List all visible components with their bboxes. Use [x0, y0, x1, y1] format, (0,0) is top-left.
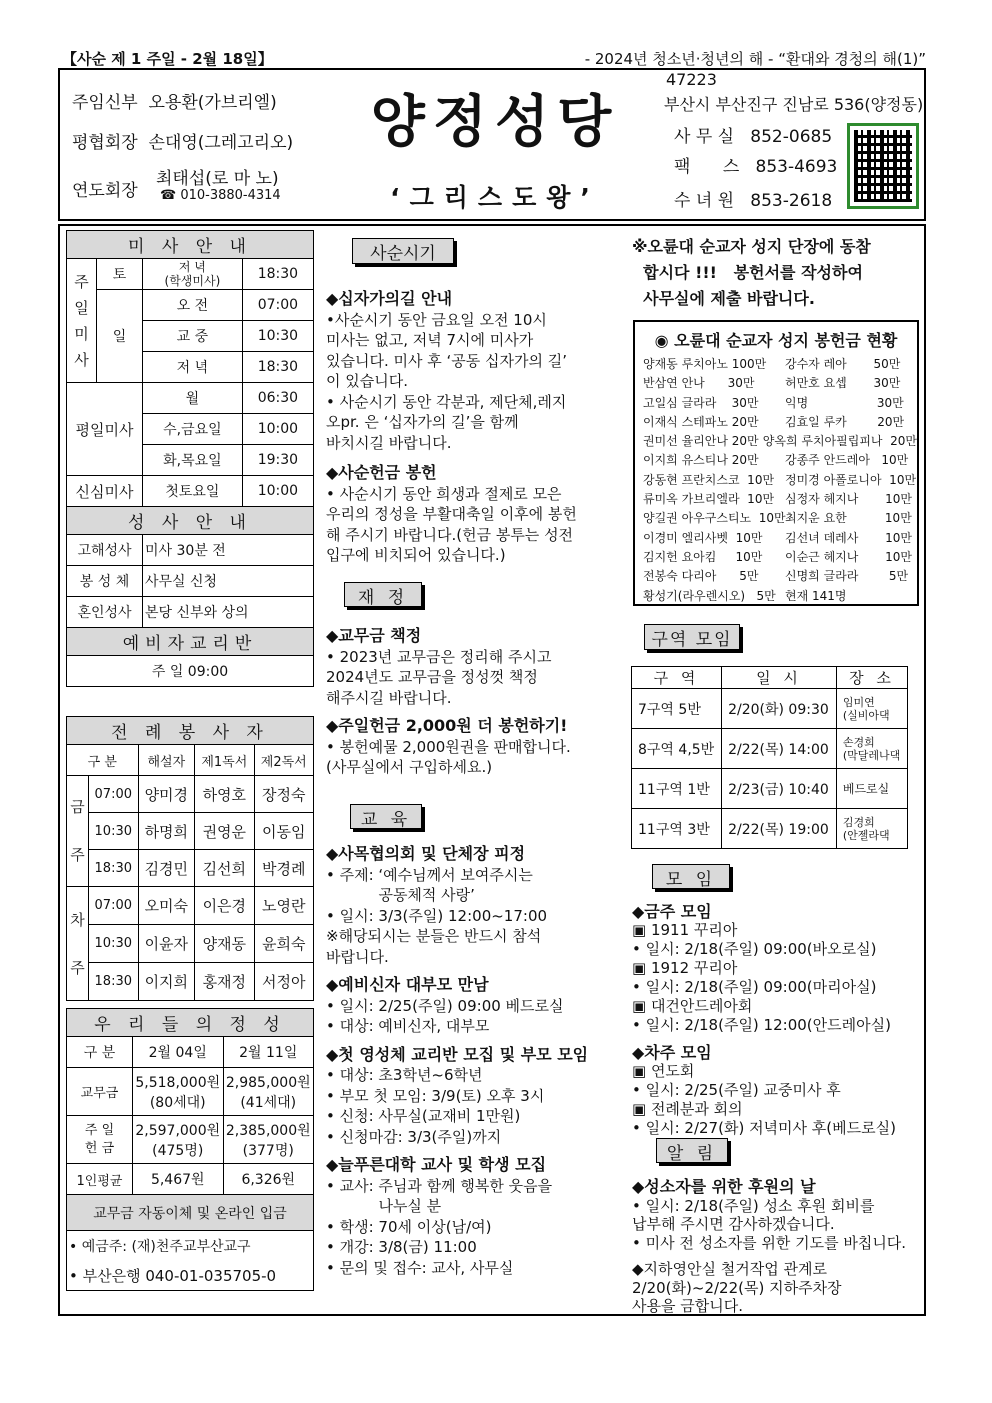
convent-label: 수 녀 원 — [674, 191, 735, 211]
notice-text: • 미사 전 성소자를 위한 기도를 바칩니다. — [632, 1233, 907, 1252]
notice-text: • 일시: 2/18(주일) 성소 후원 회비를 — [632, 1196, 875, 1215]
server-time: 10:30 — [89, 925, 139, 963]
education-text: • 대상: 초3학년~6학년 — [326, 1066, 483, 1084]
lent-text: 오pr. 은 ‘십자가의 길’을 함께 — [326, 413, 519, 431]
weekday-time: 06:30 — [242, 383, 313, 414]
server-name: 하영호 — [195, 776, 254, 813]
finance-heading: ◆교무금 책정 — [326, 626, 422, 645]
lent-section — [326, 283, 616, 566]
first-sat-day: 첫토요일 — [143, 476, 243, 507]
catechumen-title: 예비자교리반 — [67, 628, 314, 656]
education-text: • 학생: 70세 이상(남/여) — [326, 1217, 492, 1236]
donation-row — [635, 451, 917, 470]
server-name: 이동임 — [254, 813, 313, 850]
servers-header: 해설자 — [138, 745, 195, 776]
mass-table — [66, 230, 314, 687]
lent-text: 이 있습니다. — [326, 372, 408, 390]
server-name: 이지희 — [138, 963, 195, 1001]
district-name: 11구역 3반 — [632, 809, 722, 849]
donor-entry: 정미경 아폴로니아 10만 — [785, 472, 917, 487]
fax-row — [674, 152, 837, 177]
sacrament-name: 고해성사 — [67, 535, 143, 566]
finance-text: 2024년도 교무금을 정성껏 책정 — [326, 668, 538, 686]
weekday: 화,목요일 — [143, 445, 243, 476]
meeting-text: ▣ 1911 꾸리아 — [632, 921, 738, 939]
district-time: 2/23(금) 10:40 — [722, 769, 837, 809]
district-time: 2/22(목) 19:00 — [722, 809, 837, 849]
donor-entry: 익명 30만 — [785, 395, 904, 410]
server-name: 홍재정 — [195, 963, 254, 1001]
offering-table — [66, 1008, 314, 1291]
offering-header: 2월 11일 — [223, 1037, 314, 1068]
education-text: • 문의 및 접수: 교사, 사무실 — [326, 1258, 514, 1277]
weekday-mass-label: 평일미사 — [67, 383, 143, 476]
account-holder: • 예금주: (재)천주교부산교구 — [67, 1231, 314, 1261]
first-sat-time: 10:00 — [242, 476, 313, 507]
donation-row — [635, 509, 917, 528]
notice-text: 2/20(화)~2/22(목) 지하주차장 — [632, 1278, 842, 1297]
priest-row — [72, 88, 277, 113]
donation-row — [635, 529, 917, 548]
education-text: • 신청: 사무실(교재비 1만원) — [326, 1107, 521, 1125]
server-time: 07:00 — [89, 887, 139, 925]
meeting-text: • 일시: 2/27(화) 저녁미사 후(베드로실) — [632, 1119, 896, 1137]
notice-text: 납부해 주시면 감사하겠습니다. — [632, 1215, 835, 1233]
donor-entry: 이순근 헤지나 10만 — [785, 549, 912, 564]
martyr-notice — [632, 234, 922, 312]
donor-entry: 허만호 요셉 30만 — [785, 376, 901, 391]
offering-value: 5,518,000원 (80세대) — [133, 1068, 224, 1116]
zip-code: 47223 — [666, 70, 717, 89]
donor-entry: 양길권 아우구스티노 10만 — [643, 511, 786, 526]
district-section-title: 구역 모임 — [644, 624, 740, 650]
donation-row — [635, 548, 917, 567]
donation-row — [635, 471, 917, 490]
offering-value: 2,597,000원 (475명) — [133, 1116, 224, 1164]
education-heading: ◆늘푸른대학 교사 및 학생 모집 — [326, 1155, 547, 1174]
sun-time: 18:30 — [242, 352, 313, 383]
lent-text: •사순시기 동안 금요일 오전 10시 — [326, 310, 547, 329]
education-text: 나누실 분 — [326, 1197, 442, 1215]
elder-phone: ☎ 010-3880-4314 — [160, 188, 281, 203]
donation-row — [635, 374, 917, 393]
district-place: 손경희 (막달레나댁 — [836, 729, 907, 769]
district-name: 11구역 1반 — [632, 769, 722, 809]
district-table — [631, 666, 908, 849]
district-time: 2/22(목) 14:00 — [722, 729, 837, 769]
donor-entry: 고일심 글라라 30만 — [643, 395, 759, 410]
education-text: 공동체적 사랑’ — [326, 886, 475, 904]
district-time: 2/20(화) 09:30 — [722, 689, 837, 729]
district-place: 임미연 (실비아댁 — [836, 689, 907, 729]
donor-entry: 김효일 루카 20만 — [785, 414, 905, 429]
weekday: 수,금요일 — [143, 414, 243, 445]
server-name: 양미경 — [138, 776, 195, 813]
district-place: 김경희 (안젤라댁 — [836, 809, 907, 849]
donation-row — [635, 413, 917, 432]
server-name: 이은경 — [195, 887, 254, 925]
district-name: 7구역 5반 — [632, 689, 722, 729]
fax-number: 853-4693 — [755, 157, 838, 177]
district-header: 일 시 — [722, 667, 837, 689]
donation-row — [635, 394, 917, 413]
office-phone: 852-0685 — [750, 127, 833, 147]
sun-kind: 저 녁 — [143, 352, 243, 383]
sun-kind: 교 중 — [143, 321, 243, 352]
average-label: 1인평균 — [67, 1164, 133, 1195]
server-time: 18:30 — [89, 850, 139, 887]
education-text: • 개강: 3/8(금) 11:00 — [326, 1238, 477, 1256]
donor-entry: 강종주 안드레아 10만 — [785, 453, 909, 468]
donor-entry: 양옥희 루치아필립피나 20만 — [762, 434, 917, 449]
district-header: 구 역 — [632, 667, 722, 689]
server-name: 장정숙 — [254, 776, 313, 813]
meeting-section-title: 모 임 — [652, 864, 730, 889]
weekday-time: 19:30 — [242, 445, 313, 476]
meeting-section — [632, 896, 922, 1138]
server-name: 이윤자 — [138, 925, 195, 963]
donor-entry: 김지헌 요아킴 10만 — [643, 549, 763, 564]
education-heading: ◆첫 영성체 교리반 모집 및 부모 모임 — [326, 1044, 589, 1064]
education-text: • 주제: ‘예수님께서 보여주시는 — [326, 865, 533, 884]
sun-time: 07:00 — [242, 290, 313, 321]
bank-account[interactable]: • 부산은행 040-01-035705-0 — [67, 1261, 314, 1291]
first-sat-label: 신심미사 — [67, 476, 143, 507]
server-name: 윤희숙 — [254, 925, 313, 963]
donation-row — [635, 587, 917, 606]
server-name: 오미숙 — [138, 887, 195, 925]
education-text: • 일시: 2/25(주일) 09:00 베드로실 — [326, 996, 564, 1015]
next-week-label: 차 주 — [67, 887, 89, 1001]
donor-entry: 이재식 스테파노 20만 — [643, 414, 759, 429]
header-box — [58, 68, 926, 221]
sunday-mass-label: 주 일 미 사 — [67, 259, 97, 383]
sacrament-info: 본당 신부와 상의 — [143, 597, 314, 628]
education-heading: ◆예비신자 대부모 만남 — [326, 975, 489, 994]
donor-entry: 강동현 프란치스코 10만 — [643, 472, 775, 487]
meeting-text: • 일시: 2/25(주일) 교중미사 후 — [632, 1081, 841, 1099]
meeting-text: ▣ 연도회 — [632, 1062, 695, 1080]
server-name: 서정아 — [254, 963, 313, 1001]
meeting-text: ▣ 전례분과 회의 — [632, 1100, 743, 1118]
weekday-time: 10:00 — [242, 414, 313, 445]
servers-title: 전 례 봉 사 자 — [67, 717, 314, 745]
finance-text: • 봉헌예물 2,000원권을 판매합니다. — [326, 737, 571, 756]
offering-header: 2월 04일 — [133, 1037, 224, 1068]
elder-label: 연도회장 — [72, 181, 138, 201]
offering-value: 2,385,000원 (377명) — [223, 1116, 314, 1164]
lent-text: 바치시길 바랍니다. — [326, 433, 452, 452]
weekday: 월 — [143, 383, 243, 414]
elder-name: 최태섭(로 마 노) — [156, 169, 279, 189]
lent-text: 해 주시기 바랍니다.(헌금 봉투는 성전 — [326, 525, 574, 544]
sun-label: 일 — [97, 290, 143, 383]
fax-label: 팩 스 — [674, 157, 740, 177]
server-name: 김선희 — [195, 850, 254, 887]
church-name: 양정성당 — [370, 89, 620, 155]
education-text: • 일시: 3/3(주일) 12:00~17:00 — [326, 906, 548, 925]
lent-section-title: 사순시기 — [352, 238, 454, 264]
donation-row — [635, 490, 917, 509]
this-week-label: 금 주 — [67, 776, 89, 887]
offering-title: 우 리 들 의 정 성 — [67, 1009, 314, 1037]
martyr-notice-line: ※오륜대 순교자 성지 단장에 동참 — [632, 237, 871, 256]
finance-section — [326, 620, 616, 778]
offering-header: 구 분 — [67, 1037, 133, 1068]
offering-kind: 교무금 — [67, 1068, 133, 1116]
donation-row — [635, 355, 917, 374]
server-name: 박경례 — [254, 850, 313, 887]
district-header: 장 소 — [836, 667, 907, 689]
education-text: • 교사: 주님과 함께 행복한 웃음을 — [326, 1176, 553, 1195]
servers-header: 제1독서 — [195, 745, 254, 776]
average-value: 5,467원 — [133, 1164, 224, 1195]
donor-entry: 이지희 유스티나 20만 — [643, 453, 759, 468]
donation-row — [635, 567, 917, 586]
finance-text: (사무실에서 구입하세요.) — [326, 758, 493, 776]
servers-table — [66, 716, 314, 1001]
donor-entry: 신명희 글라라 5만 — [785, 569, 909, 584]
sun-kind: 오 전 — [143, 290, 243, 321]
server-name: 노영란 — [254, 887, 313, 925]
martyr-donation-box — [633, 320, 919, 606]
donor-entry: 양재동 루치아노 100만 — [643, 357, 767, 371]
sacrament-name: 혼인성사 — [67, 597, 143, 628]
martyr-donation-title: ◉ 오륜대 순교자 성지 봉헌금 현황 — [654, 331, 898, 350]
auto-transfer-title: 교무금 자동이체 및 온라인 입금 — [67, 1195, 314, 1231]
meeting-text: ▣ 대건안드레아회 — [632, 997, 753, 1015]
server-time: 07:00 — [89, 776, 139, 813]
sacrament-title: 성 사 안 내 — [67, 507, 314, 535]
offering-value: 2,985,000원 (41세대) — [223, 1068, 314, 1116]
convent-row — [674, 186, 832, 211]
priest-name: 오용환(가브리엘) — [148, 93, 277, 113]
notice-text: 사용을 금합니다. — [632, 1297, 743, 1315]
finance-text: 해주시길 바랍니다. — [326, 688, 452, 707]
education-text: • 신청마감: 3/3(주일)까지 — [326, 1127, 502, 1146]
donation-row — [635, 432, 917, 451]
education-text: • 대상: 예비신자, 대부모 — [326, 1017, 490, 1035]
council-row — [72, 128, 293, 153]
meeting-text: • 일시: 2/18(주일) 09:00(마리아실) — [632, 978, 877, 996]
notice-section — [632, 1172, 924, 1316]
lent-heading: ◆사순헌금 봉헌 — [326, 463, 437, 482]
sat-kind: 저 녁 (학생미사) — [143, 259, 243, 290]
lent-text: 입구에 비치되어 있습니다.) — [326, 546, 506, 564]
sacrament-info: 미사 30분 전 — [143, 535, 314, 566]
meeting-text: • 일시: 2/18(주일) 09:00(바오로실) — [632, 940, 877, 958]
notice-heading: ◆성소자를 위한 후원의 날 — [632, 1177, 816, 1196]
server-name: 김경민 — [138, 850, 195, 887]
lent-text: • 사순시기 동안 각분과, 제단체,레지 — [326, 392, 567, 411]
district-name: 8구역 4,5반 — [632, 729, 722, 769]
martyr-notice-line: 합시다 !!! 봉헌서를 작성하여 — [632, 263, 863, 282]
qr-code-icon[interactable] — [847, 123, 919, 209]
server-name: 권영운 — [195, 813, 254, 850]
education-heading: ◆사목협의회 및 단체장 피정 — [326, 844, 526, 863]
donor-entry: 이경미 엘리사벳 10만 — [643, 530, 763, 545]
donor-entry: 전봉숙 다리아 5만 — [643, 569, 759, 584]
finance-text: • 2023년 교무금은 정리해 주시고 — [326, 647, 552, 666]
donor-entry: 김선녀 데레사 10만 — [785, 530, 912, 545]
bulletin-date: 【사순 제 1 주일 - 2월 18일】 — [62, 50, 273, 68]
lent-text: 있습니다. 미사 후 ‘공동 십자가의 길’ — [326, 351, 568, 370]
church-subtitle: ‘그리스도왕’ — [390, 183, 600, 212]
meeting-heading: ◆차주 모임 — [632, 1043, 712, 1062]
finance-section-title: 재 정 — [344, 582, 422, 607]
meeting-text: ▣ 1912 꾸리아 — [632, 959, 738, 977]
donor-entry: 강수자 레아 50만 — [785, 357, 901, 371]
donor-entry: 최지운 요한 10만 — [785, 511, 912, 526]
server-time: 10:30 — [89, 813, 139, 850]
district-place: 베드로실 — [836, 769, 907, 809]
council-label: 평협회장 — [72, 133, 138, 153]
sacrament-info: 사무실 신청 — [143, 566, 314, 597]
donor-entry: 반삼연 안나 30만 — [643, 376, 755, 391]
meeting-text: • 일시: 2/18(주일) 12:00(안드레아실) — [632, 1016, 891, 1034]
servers-header: 제2독서 — [254, 745, 313, 776]
office-label: 사 무 실 — [674, 127, 735, 147]
offering-kind: 주 일 헌 금 — [67, 1116, 133, 1164]
donor-entry: 심정자 헤지나 10만 — [785, 492, 912, 507]
server-name: 하명희 — [138, 813, 195, 850]
council-name: 손대영(그레고리오) — [148, 133, 294, 153]
convent-phone: 853-2618 — [750, 191, 833, 211]
office-row — [674, 122, 832, 147]
year-theme: - 2024년 청소년·청년의 해 - “환대와 경청의 해(1)” — [584, 50, 926, 68]
notice-heading: ◆지하영안실 철거작업 관계로 — [632, 1260, 827, 1278]
sacrament-name: 봉 성 체 — [67, 566, 143, 597]
lent-text: 우리의 정성을 부활대축일 이후에 봉헌 — [326, 505, 577, 523]
education-text: • 부모 첫 모임: 3/9(토) 오후 3시 — [326, 1086, 545, 1105]
priest-label: 주임신부 — [72, 93, 138, 113]
education-text: ※해당되시는 분들은 반드시 참석 — [326, 927, 542, 945]
finance-heading: ◆주일헌금 2,000원 더 봉헌하기! — [326, 716, 568, 735]
server-name: 양재동 — [195, 925, 254, 963]
sun-time: 10:30 — [242, 321, 313, 352]
servers-header: 구 분 — [67, 745, 139, 776]
lent-heading: ◆십자가의길 안내 — [326, 289, 453, 308]
mass-title: 미 사 안 내 — [67, 231, 314, 259]
education-text: 바랍니다. — [326, 947, 389, 966]
average-value: 6,326원 — [223, 1164, 314, 1195]
donor-entry: 류미옥 가브리엘라 10만 — [643, 492, 775, 507]
catechumen-time: 주 일 09:00 — [67, 656, 314, 687]
donor-entry: 황성기(라우렌시오) 5만 — [643, 588, 776, 603]
education-section-title: 교 육 — [350, 804, 422, 829]
donor-entry: 현재 141명 — [785, 588, 847, 603]
lent-text: 미사는 없고, 저녁 7시에 미사가 — [326, 331, 534, 349]
meeting-heading: ◆금주 모임 — [632, 902, 712, 921]
notice-section-title: 알 림 — [656, 1138, 728, 1163]
sat-time: 18:30 — [242, 259, 313, 290]
address: 부산시 부산진구 진남로 536(양정동) — [664, 95, 924, 114]
sat-label: 토 — [97, 259, 143, 290]
martyr-notice-line: 사무실에 제출 바랍니다. — [632, 289, 815, 308]
lent-text: • 사순시기 동안 희생과 절제로 모은 — [326, 484, 562, 503]
donor-entry: 권미선 율리안나 20만 — [643, 434, 759, 449]
education-section — [326, 838, 616, 1278]
server-time: 18:30 — [89, 963, 139, 1001]
